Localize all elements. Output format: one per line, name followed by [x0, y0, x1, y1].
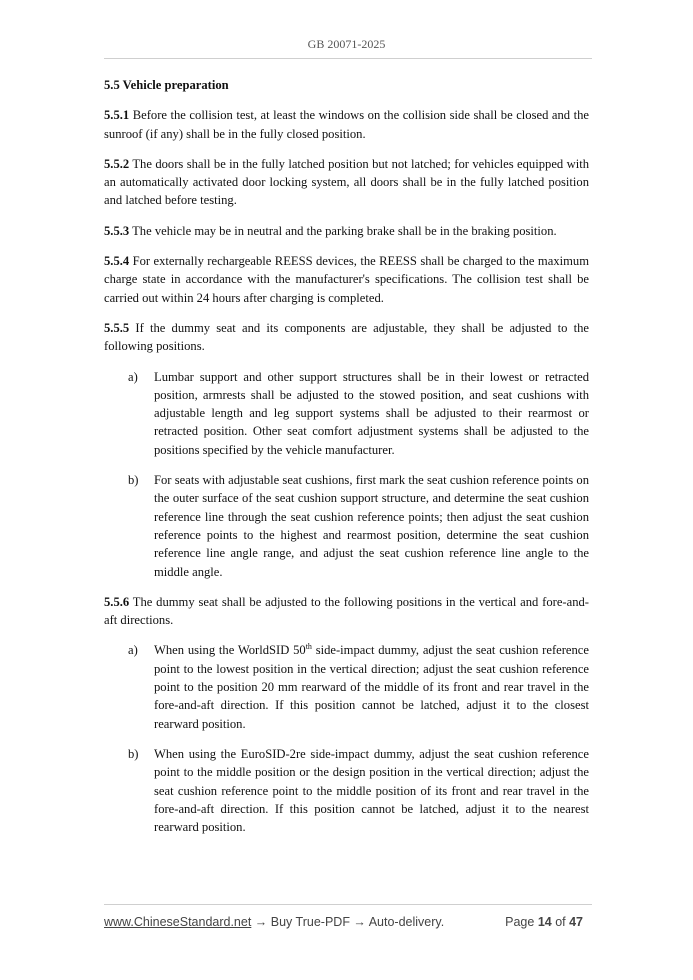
clause-5-5-2	[104, 155, 589, 210]
list-marker: b)	[128, 746, 139, 761]
clause-5-5-4	[104, 252, 589, 307]
list-marker: a)	[128, 643, 138, 658]
page-label: Page	[505, 915, 538, 929]
clause-number: 5.5.4	[104, 254, 130, 269]
buy-text: Buy True-PDF	[270, 915, 350, 929]
section-title: 5.5 Vehicle preparation	[104, 78, 229, 92]
text-segment: side-impact dummy, adjust the seat cushion reference point to the lowest position in the vertical direction; adjust the seat cushion reference point to the position 20 mm rearward of the middle of its front and rear travel in the fore-and-aft direction. If this position cannot be latched, adjust it to the closest rearward position.	[154, 643, 589, 731]
clause-5-5-5	[104, 319, 589, 356]
superscript: th	[305, 642, 312, 652]
clause-number: 5.5.5	[104, 320, 130, 335]
clause-5-5-3	[104, 222, 589, 240]
clause-text: The dummy seat shall be adjusted to the following positions in the vertical and fore-and-aft directions.	[104, 594, 589, 628]
arrow-icon: →	[349, 915, 369, 929]
footer-promo	[104, 915, 444, 929]
of-label: of	[551, 915, 570, 929]
list-item-text: For seats with adjustable seat cushions, first mark the seat cushion reference points on the outer surface of the seat cushion support structure, and determine the seat cushion reference line through the seat cushion reference points; then adjust the seat cushion reference points to the highest and rearmost position, determine the seat cushion reference line angle range, and adjust the seat cushion reference line angle to the middle angle.	[154, 473, 589, 579]
page-header: GB 20071-2025	[307, 37, 386, 51]
text-segment: When using the WorldSID 50	[154, 643, 306, 658]
clause-text: Before the collision test, at least the windows on the collision side shall be closed and the sunroof (if any) shall be in the fully closed position.	[104, 108, 589, 141]
list-item-text	[154, 641, 589, 732]
total-pages: 47	[569, 915, 583, 929]
clause-number: 5.5.2	[104, 156, 130, 171]
page-number	[505, 915, 583, 929]
clause-5-5-1	[104, 106, 589, 143]
site-link[interactable]: www.ChineseStandard.net	[104, 915, 252, 929]
clause-text: The doors shall be in the fully latched position but not latched; for vehicles equipped with an automatically activated door locking system, all doors shall be in the fully latched position and latched before testing.	[104, 156, 589, 208]
list-item	[104, 368, 589, 459]
clause-text: For externally rechargeable REESS devices, the REESS shall be charged to the maximum charge state in accordance with the manufacturer's specifications. The collision test shall be carried out within 24 hours after charging is completed.	[104, 254, 589, 305]
list-item	[104, 641, 589, 732]
list-item	[104, 471, 589, 581]
list-marker: b)	[128, 473, 139, 488]
clause-text: If the dummy seat and its components are adjustable, they shall be adjusted to the following positions.	[104, 320, 589, 354]
delivery-text: Auto-delivery.	[368, 915, 445, 929]
list-item-text: When using the EuroSID-2re side-impact dummy, adjust the seat cushion reference point to the middle position or the design position in the vertical direction; adjust the seat cushion reference point to the middle position of its front and rear travel in the fore-and-aft direction. If this position cannot be latched, adjust it to the nearest rearward position.	[154, 746, 589, 835]
clause-5-5-6	[104, 593, 589, 630]
list-5-5-6	[104, 641, 589, 836]
clause-number: 5.5.3	[104, 223, 130, 238]
current-page: 14	[537, 915, 552, 929]
list-5-5-5	[104, 368, 589, 581]
clause-number: 5.5.1	[104, 108, 130, 123]
list-marker: a)	[128, 369, 138, 384]
list-item	[104, 745, 589, 836]
header-divider	[104, 58, 592, 59]
list-item-text: Lumbar support and other support structures shall be in their lowest or retracted position, armrests shall be adjusted to the stowed position, and seat cushions with adjustable length and leg support systems shall be adjusted to their rearmost or retracted position. Other seat comfort adjustment systems shall be adjusted to the positions specified by the vehicle manufacturer.	[154, 369, 589, 457]
footer-divider	[104, 904, 592, 905]
arrow-icon: →	[251, 915, 271, 929]
page-content	[104, 76, 589, 848]
clause-number: 5.5.6	[104, 594, 130, 609]
clause-text: The vehicle may be in neutral and the parking brake shall be in the braking position.	[129, 223, 557, 238]
